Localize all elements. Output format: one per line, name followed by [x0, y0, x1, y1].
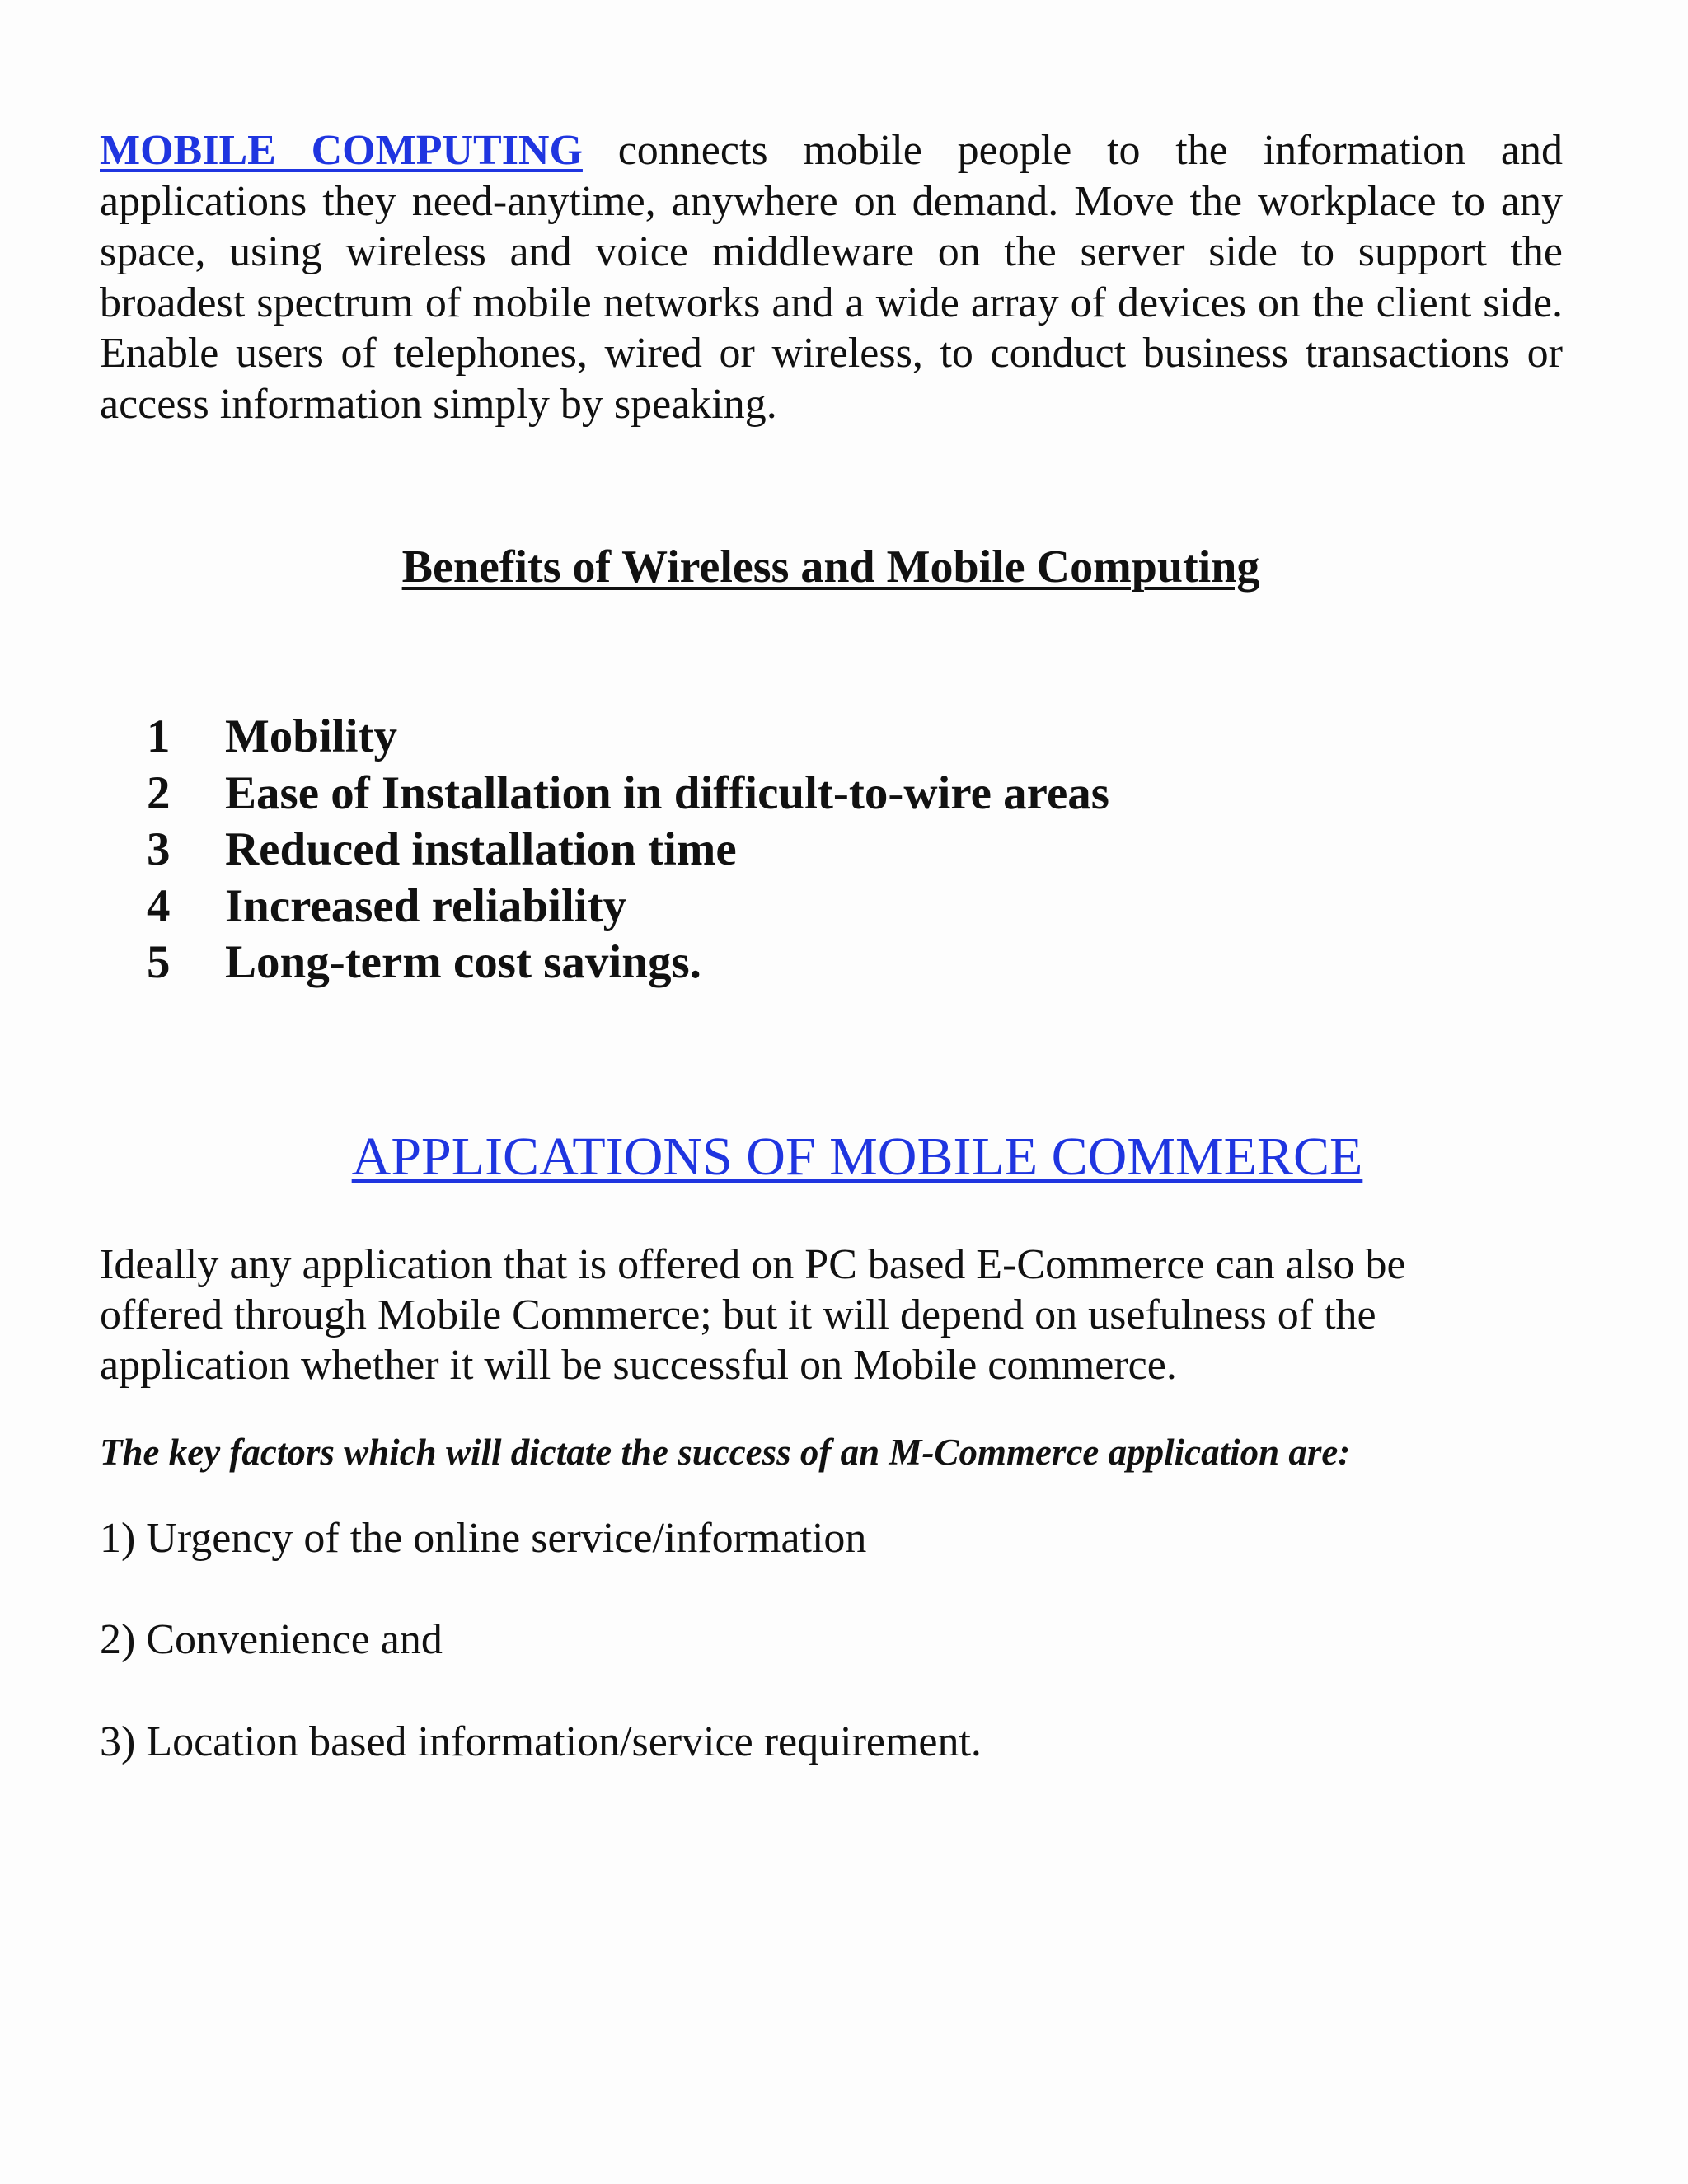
benefit-label: Ease of Installation in difficult-to-wire areas — [225, 766, 1109, 819]
benefits-heading: Benefits of Wireless and Mobile Computing — [401, 541, 1260, 593]
benefit-item — [147, 766, 1109, 823]
applications-heading: APPLICATIONS OF MOBILE COMMERCE — [351, 1127, 1363, 1187]
factor-item: 1) Urgency of the online service/information — [100, 1515, 867, 1562]
benefit-item — [147, 935, 1109, 991]
applications-paragraph: Ideally any application that is offered on PC based E-Commerce can also be offered through Mobile Commerce; but it will depend on usefulness of the application whether it will be successful on Mobile commerce. — [100, 1241, 1406, 1389]
benefit-number: 1 — [147, 710, 171, 762]
benefits-list — [147, 709, 1109, 991]
benefit-number: 2 — [147, 766, 171, 819]
key-factors-intro: The key factors which will dictate the success of an M-Commerce application are: — [100, 1432, 1351, 1473]
intro-text: connects mobile people to the information and applications they need-anytime, anywhere on demand. Move the workplace to any space, using wireless and voice middleware on the server side to support the broadest spectrum of mobile networks and a wide array of devices on the client side. Enable users of telephones, wired or wireless, to conduct business transactions or access information simply by speaking. — [100, 127, 1563, 428]
factor-item: 3) Location based information/service requirement. — [100, 1718, 982, 1765]
benefit-number: 5 — [147, 936, 171, 988]
intro-paragraph — [100, 125, 1563, 430]
benefit-item — [147, 822, 1109, 879]
benefit-number: 4 — [147, 879, 171, 932]
factor-item: 2) Convenience and — [100, 1616, 443, 1663]
benefit-item — [147, 879, 1109, 935]
mobile-computing-term: MOBILE COMPUTING — [100, 127, 583, 174]
benefit-number: 3 — [147, 823, 171, 875]
benefit-label: Long-term cost savings. — [225, 936, 701, 988]
benefit-label: Increased reliability — [225, 879, 627, 932]
benefit-label: Mobility — [225, 710, 397, 762]
benefit-label: Reduced installation time — [225, 823, 737, 875]
benefit-item — [147, 709, 1109, 766]
